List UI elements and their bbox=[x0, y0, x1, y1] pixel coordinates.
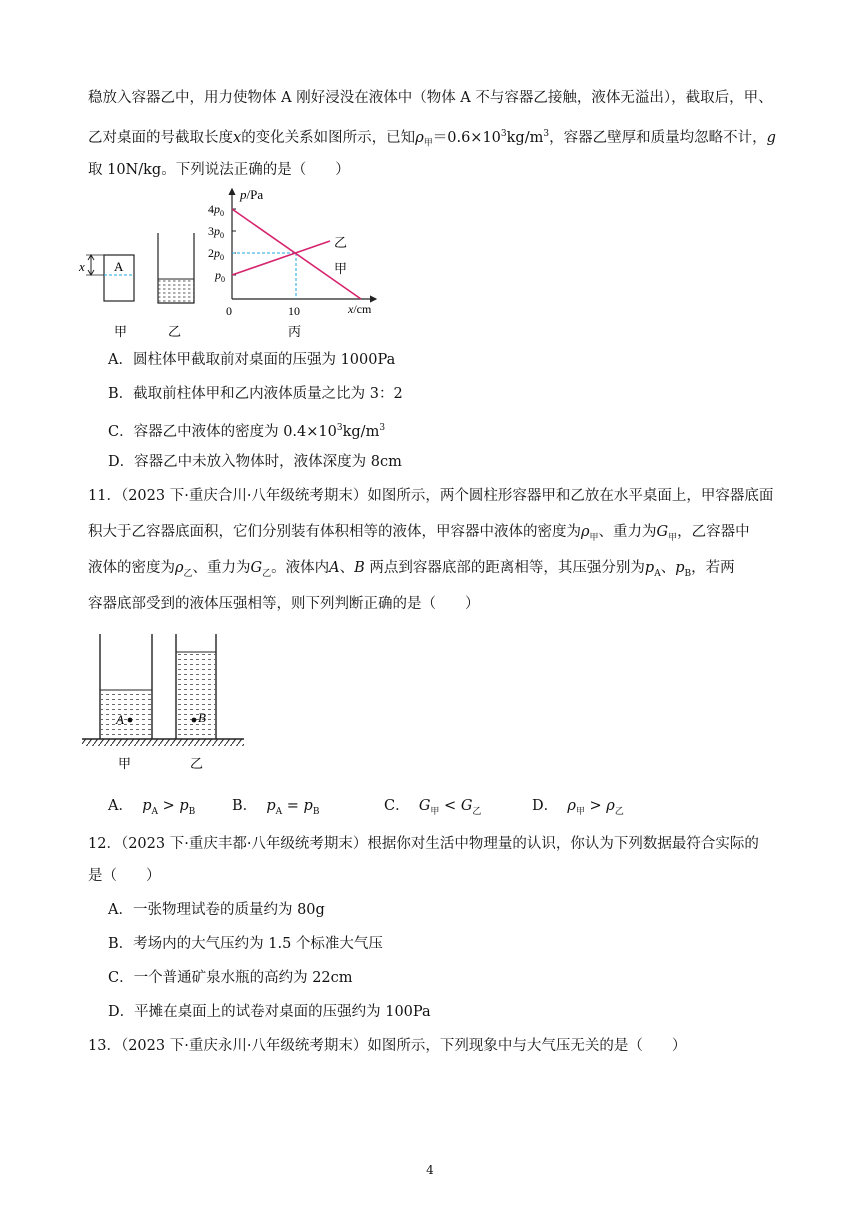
q10-figure bbox=[78, 183, 388, 343]
x-label: x bbox=[79, 259, 85, 274]
q10-line-2a: 乙对桌面的号截取长度 bbox=[88, 129, 233, 146]
q11-pa-sub: A bbox=[654, 568, 661, 579]
q11-pb: p bbox=[675, 560, 685, 576]
q10-line-2b: 的变化关系如图所示，已知 bbox=[241, 129, 416, 146]
q11-rho-jia: ρ bbox=[581, 524, 590, 540]
q11-line-3i: ，若两 bbox=[691, 560, 735, 576]
svg-text:3p0: $3p_0$ bbox=[208, 224, 224, 240]
q11-g-yi: G bbox=[250, 560, 263, 576]
page-number: 4 bbox=[426, 1163, 434, 1177]
q11-option-d: D． $\rho_甲 > \rho_乙$ bbox=[532, 798, 624, 817]
point-b bbox=[192, 718, 197, 723]
point-a bbox=[128, 718, 133, 723]
svg-text:p0: $p_0$ bbox=[215, 268, 225, 284]
liquid-yi bbox=[159, 279, 194, 302]
q11-line-2 bbox=[88, 522, 750, 548]
q11-option-b: B． $p_A = p_B$ bbox=[232, 798, 320, 817]
q11-line-3e: 、 bbox=[339, 560, 355, 576]
q11-rho-yi-sub: 乙 bbox=[183, 568, 193, 579]
q11-line-2c: ，乙容器中 bbox=[677, 524, 750, 540]
q11-caption-yi: 乙 bbox=[190, 756, 204, 771]
q11-line-3h: 、 bbox=[660, 560, 676, 576]
q10-rho: ρ bbox=[415, 129, 424, 146]
q11-line-2b: 、重力为 bbox=[598, 524, 657, 540]
q12-option-d: D．平摊在桌面上的试卷对桌面的压强约为 100Pa bbox=[108, 1004, 431, 1020]
q10-line-1: 稳放入容器乙中，用力使物体 A 刚好浸没在液体中（物体 A 不与容器乙接触，液体无溢出），截取后，甲、 bbox=[88, 90, 773, 106]
q10-var-g: g bbox=[766, 129, 776, 146]
q10-line-2d: kg/m bbox=[506, 129, 544, 146]
q10-option-c-unit: kg/m bbox=[342, 423, 380, 440]
q11-line-1: 11．（2023 下·重庆合川·八年级统考期末）如图所示，两个圆柱形容器甲和乙放在水平桌面上，甲容器底面 bbox=[88, 488, 774, 504]
caption-bing: 丙 bbox=[288, 324, 302, 339]
q11-line-3c: 。液体内 bbox=[271, 560, 330, 576]
y-tick-p0 bbox=[214, 268, 236, 284]
q11-line-3g: 两点到容器底部的距离相等，其压强分别为 bbox=[364, 560, 645, 576]
ground-hatch bbox=[82, 739, 244, 746]
q10-option-c-exp2: 3 bbox=[379, 423, 386, 433]
q11-line-3 bbox=[88, 558, 735, 584]
q11-pb-sub: B bbox=[684, 568, 692, 579]
q11-line-3b: 、重力为 bbox=[192, 560, 251, 576]
x-axis-label: x/cm bbox=[348, 302, 372, 316]
q11-g-jia-sub: 甲 bbox=[668, 532, 678, 543]
q10-option-a: A．圆柱体甲截取前对桌面的压强为 1000Pa bbox=[108, 352, 396, 368]
point-a-label: A bbox=[116, 712, 124, 727]
q10-option-c-exp: 3 bbox=[336, 423, 343, 433]
q12-option-b: B．考场内的大气压约为 1.5 个标准大气压 bbox=[108, 936, 383, 952]
y-axis-label: p/Pa bbox=[240, 187, 264, 202]
point-b-label: B bbox=[198, 710, 206, 725]
q13-line-1: 13．（2023 下·重庆永川·八年级统考期末）如图所示，下列现象中与大气压无关的是（ ） bbox=[88, 1038, 687, 1054]
q11-rho-yi: ρ bbox=[175, 560, 184, 576]
x-tick-10: 10 bbox=[288, 304, 300, 318]
q11-figure bbox=[82, 632, 252, 774]
x-tick-0: 0 bbox=[226, 304, 232, 318]
q11-g-yi-sub: 乙 bbox=[262, 568, 272, 579]
q11-point-a: A bbox=[329, 560, 340, 576]
q10-line-2e: ，容器乙壁厚和质量均忽略不计， bbox=[549, 129, 767, 146]
q10-option-c bbox=[108, 418, 385, 442]
liquid-jia bbox=[101, 690, 151, 739]
svg-text:2p0: $2p_0$ bbox=[208, 246, 224, 262]
caption-jia: 甲 bbox=[114, 324, 128, 339]
q12-option-c: C．一个普通矿泉水瓶的高约为 22cm bbox=[108, 970, 353, 986]
line-yi bbox=[232, 241, 330, 275]
q11-rho-jia-sub: 甲 bbox=[589, 532, 599, 543]
q11-option-c: C． $G_甲 < G_乙$ bbox=[384, 798, 482, 817]
q10-exp: 3 bbox=[500, 129, 507, 139]
q10-option-b: B．截取前柱体甲和乙内液体质量之比为 3：2 bbox=[108, 386, 403, 402]
q11-caption-jia: 甲 bbox=[118, 756, 132, 771]
q11-pa: p bbox=[644, 560, 655, 576]
liquid-yi-2 bbox=[177, 652, 215, 739]
q12-line-1: 12．（2023 下·重庆丰都·八年级统考期末）根据你对生活中物理量的认识，你认为下列数据最符合实际的 bbox=[88, 836, 759, 852]
q11-g-jia: G bbox=[656, 524, 669, 540]
q10-line-2 bbox=[88, 124, 776, 154]
q10-option-d: D．容器乙中未放入物体时，液体深度为 8cm bbox=[108, 454, 402, 470]
q10-exp2: 3 bbox=[543, 129, 550, 139]
block-a-label: A bbox=[114, 259, 124, 274]
q11-point-b: B bbox=[354, 560, 365, 576]
q12-option-a: A．一张物理试卷的质量约为 80g bbox=[108, 902, 325, 918]
q10-line-2c: ＝0.6×10 bbox=[432, 129, 501, 146]
svg-text:4p0: $4p_0$ bbox=[208, 202, 224, 218]
line-yi-label: 乙 bbox=[334, 235, 348, 250]
q10-rho-sub: 甲 bbox=[423, 138, 433, 149]
q11-line-2a: 积大于乙容器底面积，它们分别装有体积相等的液体，甲容器中液体的密度为 bbox=[88, 524, 581, 540]
q10-line-3: 取 10N/kg。下列说法正确的是（ ） bbox=[88, 162, 350, 178]
q10-var-x: x bbox=[233, 129, 242, 146]
q10-option-c-text: C．容器乙中液体的密度为 0.4×10 bbox=[108, 423, 337, 440]
q12-line-2: 是（ ） bbox=[88, 868, 161, 884]
q11-option-a: A． $p_A > p_B$ bbox=[108, 798, 196, 817]
q11-line-3a: 液体的密度为 bbox=[88, 560, 175, 576]
line-jia-label: 甲 bbox=[334, 261, 348, 276]
caption-yi: 乙 bbox=[168, 324, 182, 339]
q11-line-4: 容器底部受到的液体压强相等，则下列判断正确的是（ ） bbox=[88, 596, 480, 612]
